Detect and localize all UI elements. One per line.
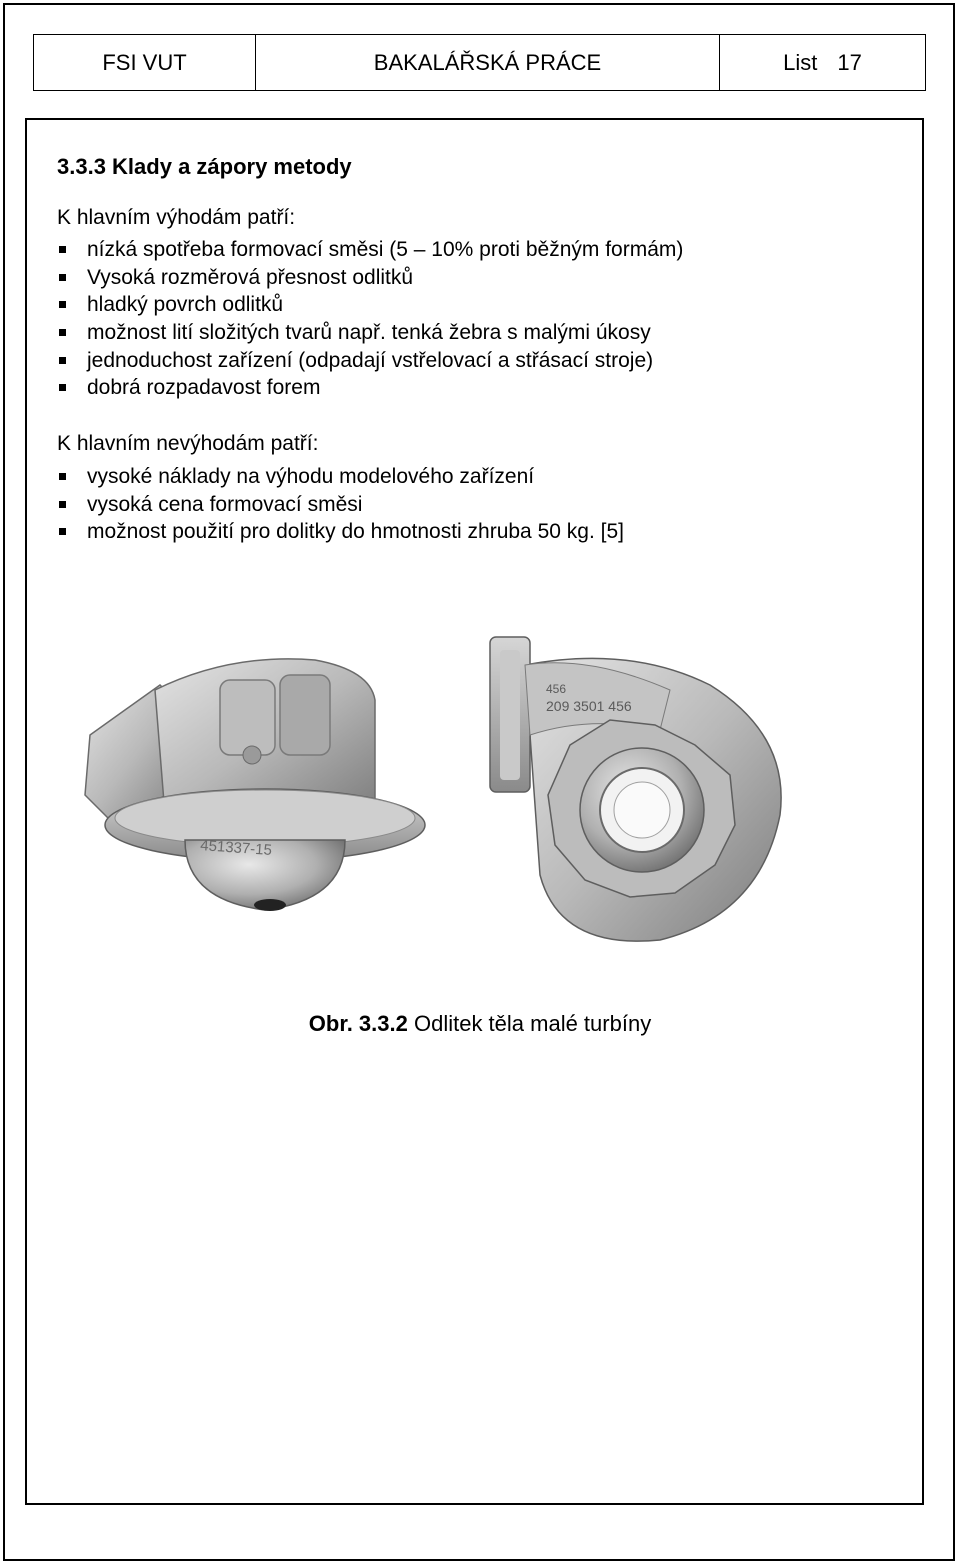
caption-text: Odlitek těla malé turbíny [407,1011,652,1036]
bullet-icon [59,357,66,364]
section-heading: 3.3.3 Klady a zápory metody [57,154,352,179]
advantages-list [57,236,683,402]
header-page [720,35,925,90]
list-item: dobrá rozpadavost forem [57,374,683,402]
page-header [33,34,926,91]
bullet-icon [59,329,66,336]
list-item: možnost použití pro dolitky do hmotnosti zhruba 50 kg. [5] [57,518,624,546]
figure-caption [0,1011,960,1037]
disadvantages-list [57,463,624,546]
right-casting [490,637,781,941]
bullet-icon [59,473,66,480]
list-item: nízká spotřeba formovací směsi (5 – 10% proti běžným formám) [57,236,683,264]
list-item: vysoké náklady na výhodu modelového zařízení [57,463,624,491]
header-list-label: List [783,49,818,75]
header-school: FSI VUT [34,35,256,90]
left-part-marking: 451337-15 [199,837,273,859]
advantages-intro: K hlavním výhodám patří: [57,206,296,229]
list-item: hladký povrch odlitků [57,291,683,319]
left-casting [85,659,425,911]
header-title: BAKALÁŘSKÁ PRÁCE [256,35,720,90]
turbine-casting-photo [70,625,890,960]
header-page-number: 17 [837,49,862,75]
bullet-icon [59,384,66,391]
list-item: vysoká cena formovací směsi [57,491,624,519]
bullet-icon [59,301,66,308]
turbine-casting-figure [70,625,890,960]
bullet-icon [59,528,66,535]
bullet-icon [59,501,66,508]
bullet-icon [59,246,66,253]
bullet-icon [59,274,66,281]
list-item: Vysoká rozměrová přesnost odlitků [57,264,683,292]
right-part-marking-2: 209 3501 456 [546,698,632,714]
caption-label: Obr. 3.3.2 [308,1011,408,1036]
list-item: možnost lití složitých tvarů např. tenká žebra s malými úkosy [57,319,683,347]
list-item: jednoduchost zařízení (odpadají vstřelovací a střásací stroje) [57,347,683,375]
right-part-marking-1: 456 [546,682,567,696]
disadvantages-intro: K hlavním nevýhodám patří: [57,432,319,455]
